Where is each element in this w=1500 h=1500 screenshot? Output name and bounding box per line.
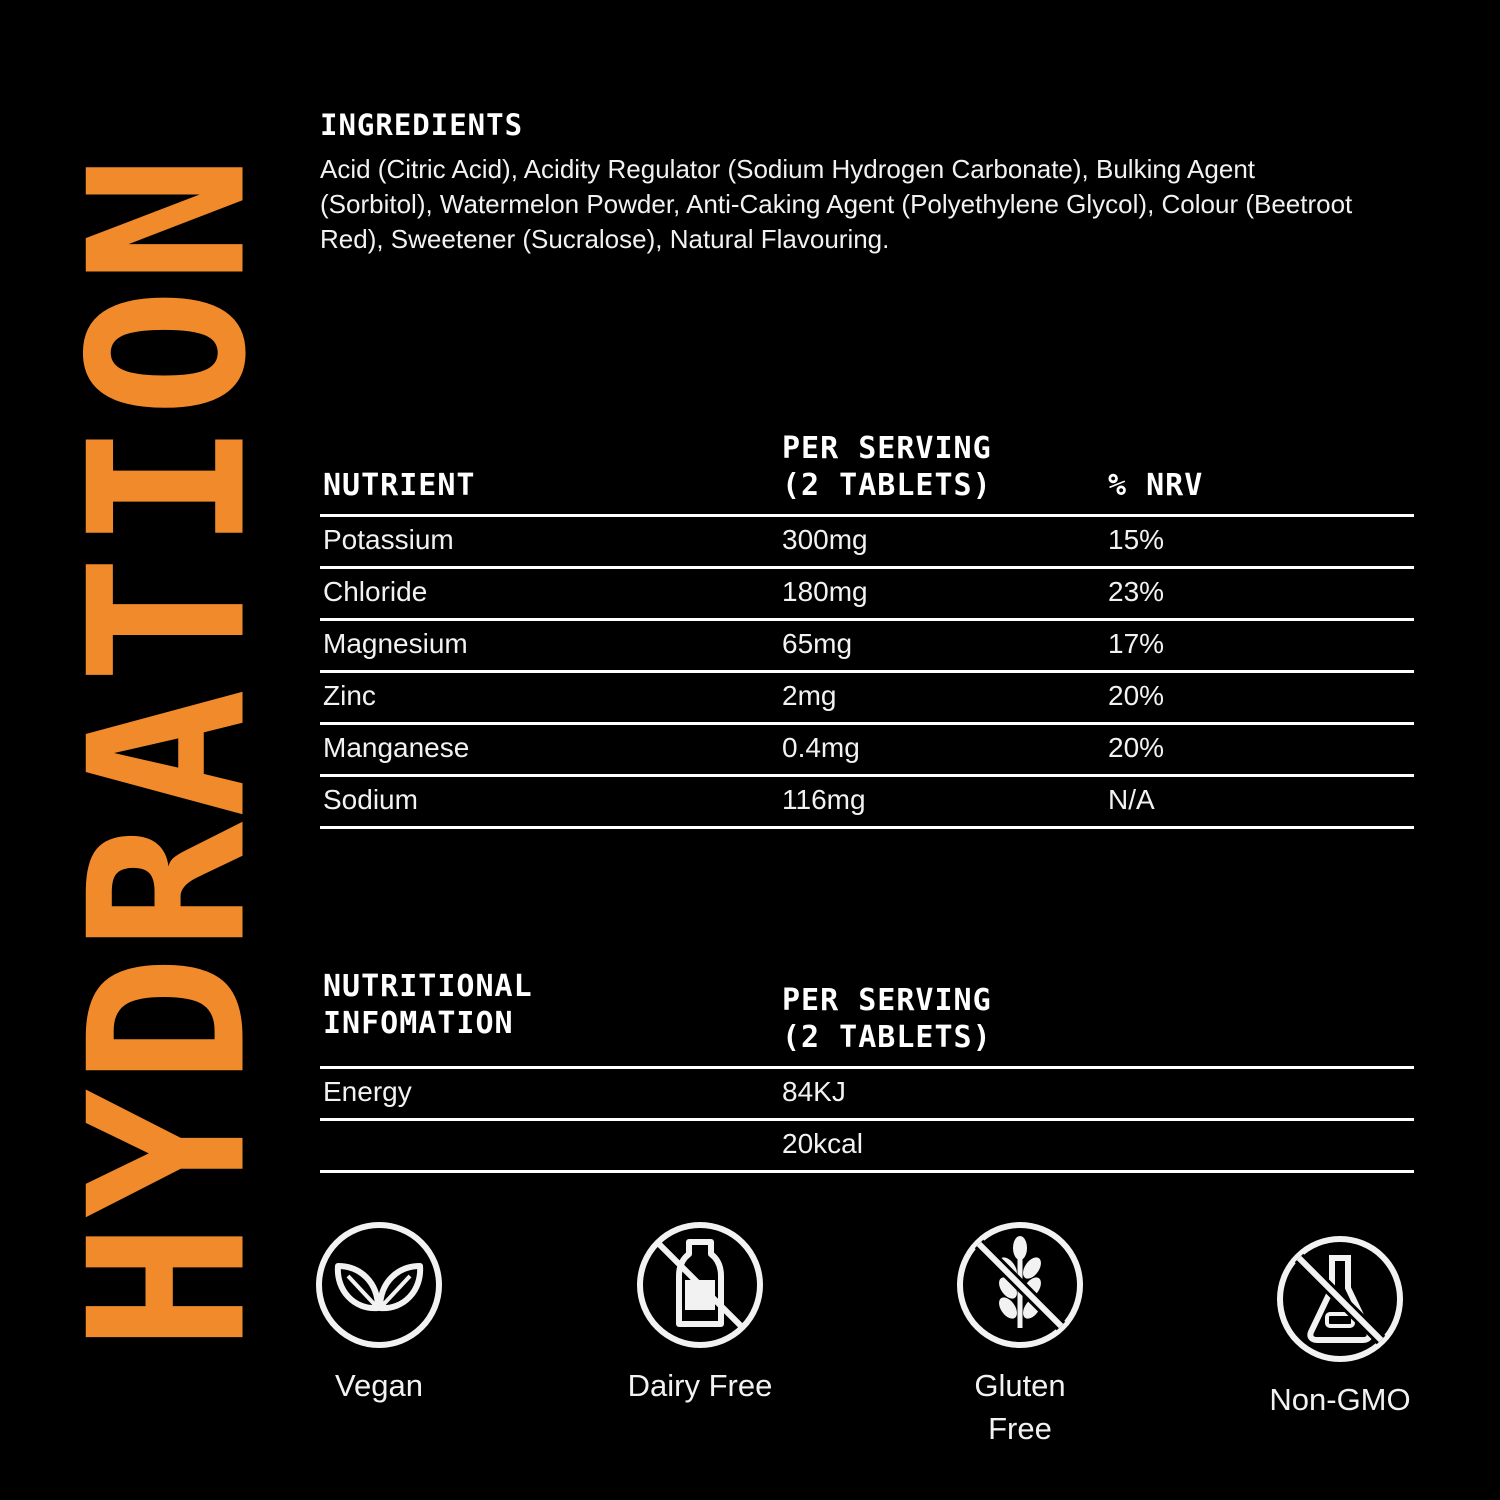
nutrient-amount: 180mg: [782, 576, 868, 607]
nutrient-nrv: N/A: [1108, 784, 1155, 815]
table-row: [320, 1121, 1414, 1173]
ingredients-heading: INGREDIENTS: [320, 108, 524, 142]
badge-gluten-free: [930, 1220, 1110, 1450]
badge-dairy-free: [610, 1220, 790, 1407]
table-row: [320, 777, 1414, 829]
nutrient-table-header: [320, 428, 1414, 517]
no-gluten-icon: [955, 1220, 1085, 1350]
table-row: [320, 569, 1414, 621]
nutrient-name: Manganese: [323, 732, 470, 763]
header-nrv: % NRV: [1108, 468, 1204, 503]
brand-title-area: [42, 86, 294, 1416]
nutrient-nrv: 20%: [1108, 680, 1165, 711]
header-nutritional-information: NUTRITIONAL INFOMATION: [323, 969, 533, 1041]
nutrient-nrv: 20%: [1108, 732, 1165, 763]
badge-non-gmo: [1250, 1234, 1430, 1421]
nutrient-nrv: 23%: [1108, 576, 1165, 607]
table-row: [320, 621, 1414, 673]
nutrition-value: 20kcal: [782, 1128, 863, 1159]
leaf-icon: [314, 1220, 444, 1350]
header-per-serving: PER SERVING (2 TABLETS): [782, 983, 992, 1055]
badge-label: Vegan: [335, 1368, 423, 1403]
nutrition-label: Energy: [323, 1076, 412, 1107]
header-per-serving: PER SERVING (2 TABLETS): [782, 431, 992, 503]
badge-label: Dairy Free: [627, 1368, 773, 1403]
badge-label: Gluten Free: [974, 1368, 1066, 1446]
nutrient-amount: 0.4mg: [782, 732, 860, 763]
nutrition-info-table: [320, 968, 1414, 1173]
nutrient-nrv: 15%: [1108, 524, 1165, 555]
ingredients-text: Acid (Citric Acid), Acidity Regulator (Sodium Hydrogen Carbonate), Bulking Agent (Sorbitol), Watermelon Powder, Anti-Caking Agent (Polyethylene Glycol), Colour (Beetroot Red), Sweetener (Sucralose), Natural Flavouring.: [320, 154, 1353, 254]
badge-vegan: [289, 1220, 469, 1407]
nutrient-name: Sodium: [323, 784, 418, 815]
nutrition-value: 84KJ: [782, 1076, 846, 1107]
nutrient-name: Potassium: [323, 524, 454, 555]
nutrient-name: Magnesium: [323, 628, 468, 659]
ingredients-section: [320, 108, 1360, 257]
nutrient-name: Chloride: [323, 576, 428, 607]
header-nutrient: NUTRIENT: [323, 468, 476, 503]
nutrient-amount: 300mg: [782, 524, 868, 555]
nutrient-nrv: 17%: [1108, 628, 1165, 659]
nutrient-name: Zinc: [323, 680, 376, 711]
brand-title: HYDRATION: [42, 150, 294, 1352]
badge-label: Non-GMO: [1269, 1382, 1411, 1417]
no-gmo-icon: [1275, 1234, 1405, 1364]
nutrient-amount: 116mg: [782, 784, 866, 815]
table-row: [320, 725, 1414, 777]
nutrition-table-header: [320, 968, 1414, 1069]
nutrient-amount: 65mg: [782, 628, 853, 659]
no-dairy-icon: [635, 1220, 765, 1350]
nutrient-table: [320, 428, 1414, 829]
nutrient-amount: 2mg: [782, 680, 837, 711]
diet-badges: [0, 1220, 1500, 1480]
table-row: [320, 517, 1414, 569]
table-row: [320, 1069, 1414, 1121]
table-row: [320, 673, 1414, 725]
